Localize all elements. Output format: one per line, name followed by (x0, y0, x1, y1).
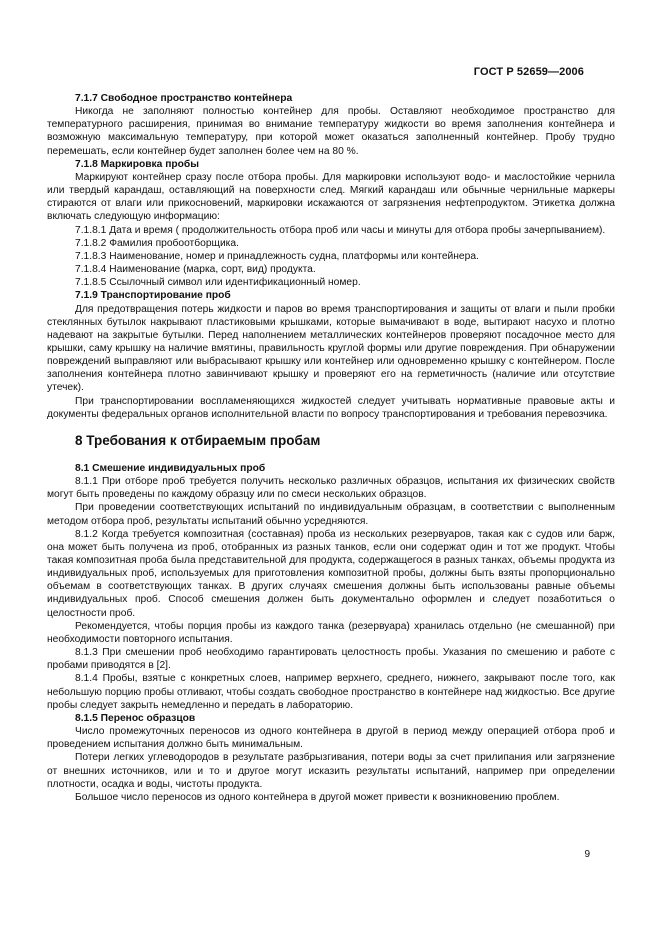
list-item-7-1-8-5: 7.1.8.5 Ссылочный символ или идентификационный номер. (75, 277, 361, 289)
paragraph-8-1-5-b: Потери легких углеводородов в результате разбрызгивания, потери воды за счет прилипания или загрязнение от внешних источников, или и то и другое могут исказить результаты испытаний, например при определении плотности, осадка и воды, чистоты продукта. (47, 752, 615, 790)
document-body (47, 92, 615, 804)
paragraph-7-1-8: Маркируют контейнер сразу после отбора пробы. Для маркировки используют водо- и маслостойкие чернила или твердый карандаш, оставляющий на поверхности след. Мягкий карандаш или обычные чернильные маркеры стираются от влаги или прикосновений, маркировки искажаются от загрязнения нефтепродуктом. Этикетка должна включать следующую информацию: (47, 171, 615, 223)
list-item-7-1-8-3: 7.1.8.3 Наименование, номер и принадлежность судна, платформы или контейнера. (75, 250, 479, 262)
list-item-7-1-8-4: 7.1.8.4 Наименование (марка, сорт, вид) продукта. (75, 264, 316, 276)
subsection-title-8-1: 8.1 Смешение индивидуальных проб (75, 462, 266, 474)
document-code-header: ГОСТ Р 52659—2006 (473, 66, 584, 78)
paragraph-8-1-5-c: Большое число переносов из одного контейнера в другой может привести к возникновению проблем. (75, 791, 560, 803)
section-title-8: 8 Требования к отбираемым пробам (75, 432, 321, 448)
page-number: 9 (584, 849, 590, 860)
paragraph-8-1-1: 8.1.1 При отборе проб требуется получить несколько различных образцов, испытания их физических свойств могут быть проведены по каждому образцу или по смеси нескольких образцов. (47, 476, 615, 501)
subsection-title-7-1-8: 7.1.8 Маркировка пробы (75, 158, 200, 170)
list-item-7-1-8-2: 7.1.8.2 Фамилия пробоотборщика. (75, 237, 239, 249)
paragraph-8-1-4: 8.1.4 Пробы, взятые с конкретных слоев, например верхнего, среднего, нижнего, закрывают после того, как небольшую порцию пробы отливают, чтобы создать свободное пространство в контейнере над жидкостью. Все другие пробы следует закрыть немедленно и передать в лабораторию. (47, 673, 615, 711)
list-item-7-1-8-1: 7.1.8.1 Дата и время ( продолжительность отбора проб или часы и минуты для отбора пробы зачерпыванием). (75, 224, 606, 236)
paragraph-8-1-3: 8.1.3 При смешении проб необходимо гарантировать целостность пробы. Указания по смешению и работе с пробами приводятся в [2]. (47, 647, 615, 672)
paragraph-8-1-1-b: При проведении соответствующих испытаний по индивидуальным образцам, в соответствии с выполненным методом отбора проб, результаты испытаний обычно усредняются. (47, 502, 615, 527)
subsection-title-7-1-7: 7.1.7 Свободное пространство контейнера (75, 93, 293, 104)
paragraph-8-1-5-a: Число промежуточных переносов из одного контейнера в другой в период между операцией отбора проб и проведением испытания должно быть минимальным. (47, 726, 615, 751)
paragraph-8-1-2: 8.1.2 Когда требуется композитная (составная) проба из нескольких резервуаров, такая как с судов или барж, она может быть получена из проб, отобранных из разных танков, если они содержат один и тот же продукт. Чтобы такая композитная проба была представительной для продукта, содержащегося в разных танках, объемы продукта из индивидуальных проб, используемых для приготовления композитной пробы, должны быть взяты пропорционально объемам в соответствующих танках. В других случаях смешения должны быть использованы равные объемы индивидуальных проб. Способ смешения должен быть документально оформлен и следует позаботиться о целостности проб. (47, 528, 615, 619)
subsection-title-7-1-9: 7.1.9 Транспортирование проб (75, 290, 231, 302)
paragraph-7-1-9-b: При транспортировании воспламеняющихся жидкостей следует учитывать нормативные правовые акты и документы федеральных органов исполнительной власти по вопросу транспортирования и требования перевозчика. (47, 395, 615, 420)
paragraph-7-1-9-a: Для предотвращения потерь жидкости и паров во время транспортирования и защиты от влаги и пыли пробки стеклянных бутылок накрывают пластиковыми крышками, которые вымачивают в воде, вытирают насухо и плотно надевают на закрытые бутылки. Перед наполнением металлических контейнеров проверяют посадочное место для крышки, саму крышку на наличие вмятины, правильность круглой формы или другие повреждения. При обнаружении повреждений выправляют или выбрасывают крышку или контейнер или одновременно крышку с контейнером. После заполнения контейнера плотно завинчивают крышку и проверяют его на герметичность (наличие или отсутствие утечек). (47, 303, 615, 394)
paragraph-7-1-7: Никогда не заполняют полностью контейнер для пробы. Оставляют необходимое пространство для температурного расширения, принимая во внимание температуру жидкости во время заполнения контейнера и возможную максимальную температуру, при которой может оказаться заполненный контейнер. Пробу трудно перемешать, если контейнер будет заполнен более чем на 80 %. (47, 106, 615, 157)
paragraph-8-1-2-b: Рекомендуется, чтобы порция пробы из каждого танка (резервуара) хранилась отдельно (не смешанной) при необходимости повторного испытания. (47, 620, 615, 645)
subsection-title-8-1-5: 8.1.5 Перенос образцов (75, 712, 196, 724)
